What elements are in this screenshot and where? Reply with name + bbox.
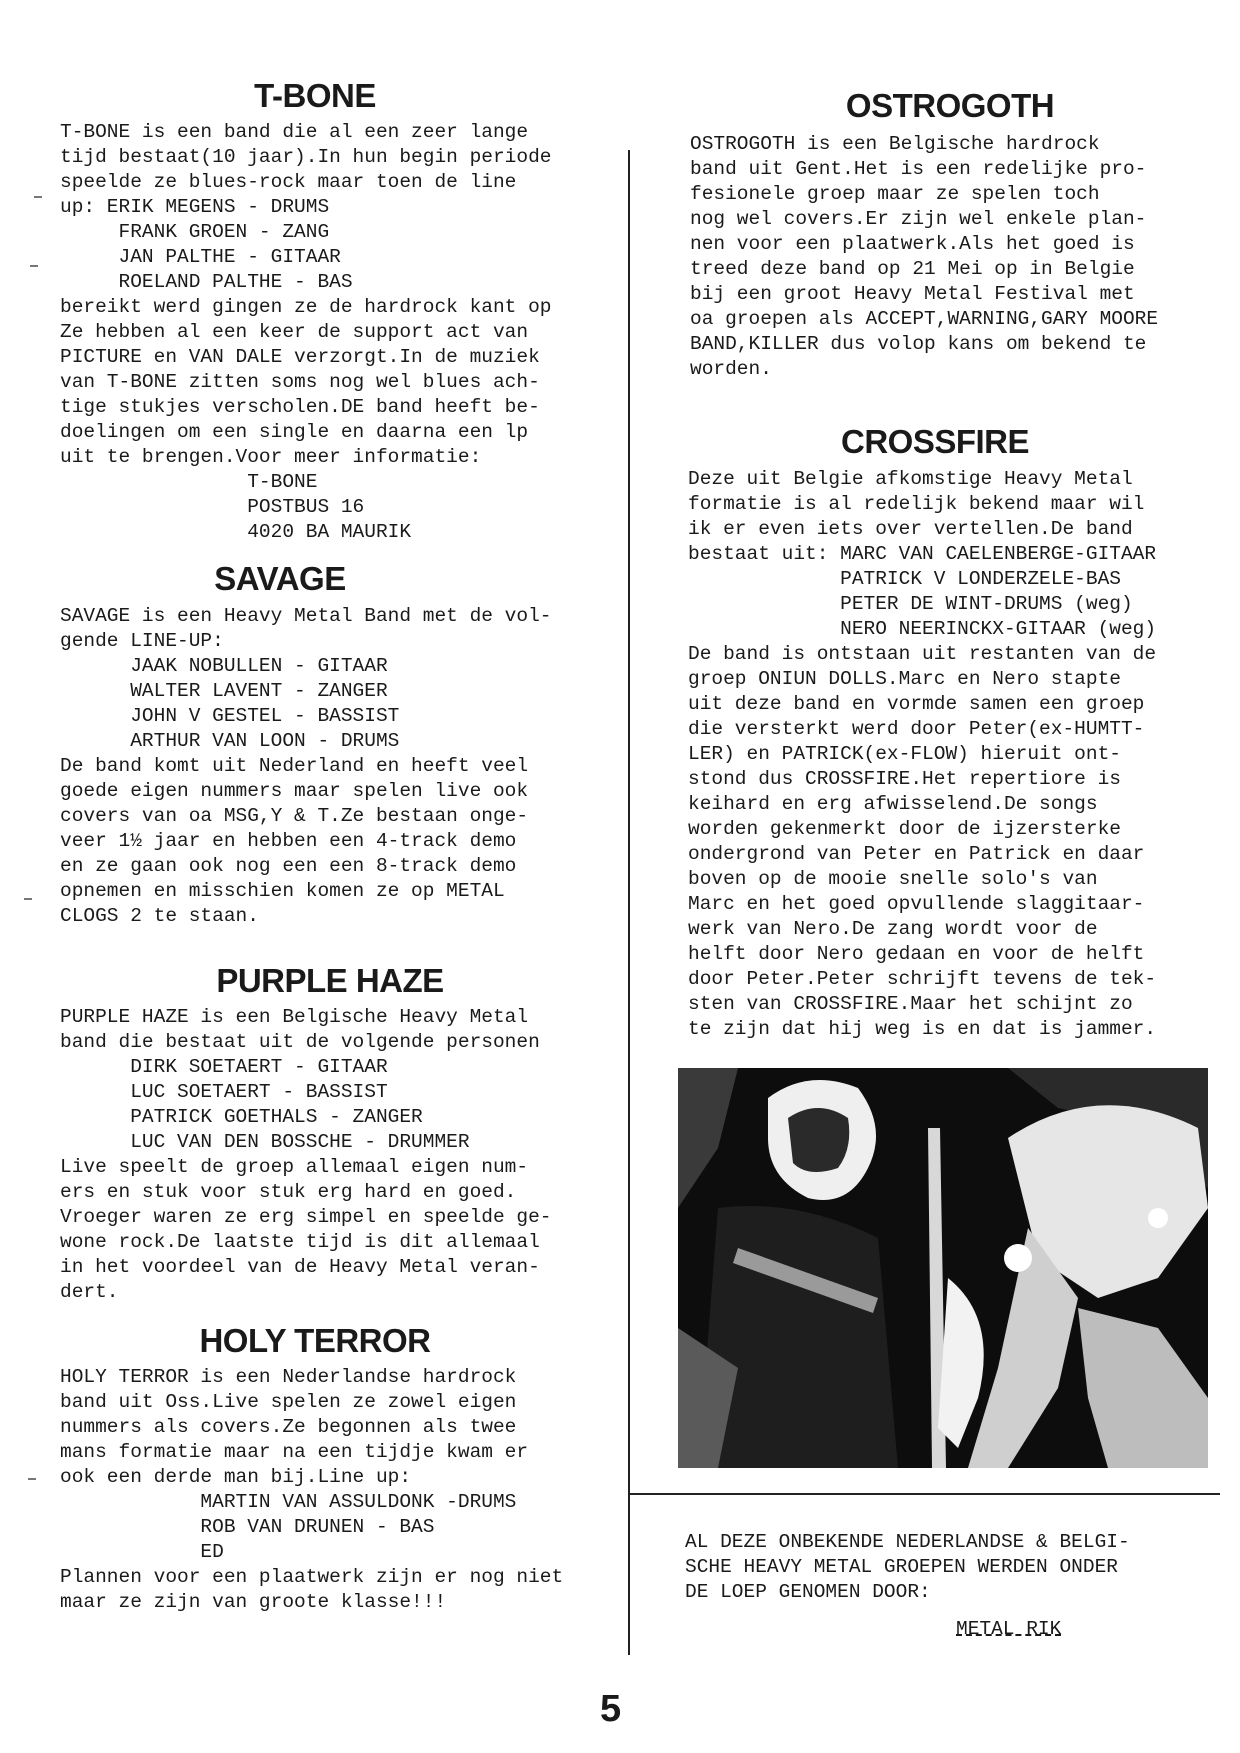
tbone-heading: T-BONE <box>254 77 376 114</box>
closing-text: AL DEZE ONBEKENDE NEDERLANDSE & BELGI- SCHE HEAVY METAL GROEPEN WERDEN ONDER DE LOEP GENOMEN DOOR: <box>685 1531 1130 1603</box>
crossfire-text: Deze uit Belgie afkomstige Heavy Metal formatie is al redelijk bekend maar wil ik er even iets over vertellen.De band bestaat uit: MARC VAN CAELENBERGE-GITAAR PATRICK V LONDERZELE-BAS PETER DE WINT-DRUMS (weg) NERO NEERINCKX-GITAAR (weg) De band is ontstaan uit restanten van de groep ONIUN DOLLS.Marc en Nero stapte uit deze band en vormde samen een groep die versterkt werd door Peter(ex-HUMTT- LER) en PATRICK(ex-FLOW) hieruit ont- stond dus CROSSFIRE.Het repertiore is keihard en erg afwisselend.De songs worden gekenmerkt door de ijzersterke ondergrond van Peter en Patrick en daar boven op de mooie snelle solo's van Marc en het goed opvullende slaggitaar- werk van Nero.De zang wordt voor de helft door Nero gedaan en voor de helft door Peter.Peter schrijft tevens de tek- sten van CROSSFIRE.Maar het schijnt zo te zijn dat hij weg is en dat is jammer. <box>688 467 1157 1040</box>
closing-note <box>685 1530 1205 1605</box>
crossfire-heading: CROSSFIRE <box>840 423 1030 461</box>
tbone-text: T-BONE is een band die al een zeer lange tijd bestaat(10 jaar).In hun begin periode speelde ze blues-rock maar toen de line up: ERIK MEGENS - DRUMS FRANK GROEN - ZANG JAN PALTHE - GITAAR ROELAND PALTHE - BAS bereikt werd gingen ze de hardrock kant op Ze hebben al een keer de support act van PICTURE en VAN DALE verzorgt.In de muziek van T-BONE zitten soms nog wel blues ach- tige stukjes verscholen.DE band heeft be- doelingen om een single en daarna een lp uit te brengen.Voor meer informatie: T-BONE POSTBUS 16 4020 BA MAURIK <box>60 121 552 544</box>
purple-haze-section <box>60 963 630 1305</box>
margin-speck <box>24 898 32 900</box>
purple-haze-text: PURPLE HAZE is een Belgische Heavy Metal band die bestaat uit de volgende personen DIRK SOETAERT - GITAAR LUC SOETAERT - BASSIST PATRICK GOETHALS - ZANGER LUC VAN DEN BOSSCHE - DRUMMER Live speelt de groep allemaal eigen num- ers en stuk voor stuk erg hard en goed. Vroeger waren ze erg simpel en speelde ge- wone rock.De laatste tijd is dit allemaal in het voordeel van de Heavy Metal veran- dert. <box>60 1005 552 1303</box>
margin-speck <box>34 196 42 198</box>
ostrogoth-text: OSTROGOTH is een Belgische hardrock band uit Gent.Het is een redelijke pro- fesionele groep maar ze spelen toch nog wel covers.Er zijn wel enkele plan- nen voor een plaatwerk.Als het goed is treed deze band op 21 Mei op in Belgie bij een groot Heavy Metal Festival met oa groepen als ACCEPT,WARNING,GARY MOORE BAND,KILLER dus volop kans om bekend te worden. <box>690 133 1159 381</box>
savage-section <box>60 561 630 928</box>
signature: METAL RIK <box>956 1618 1062 1640</box>
crossfire-section <box>690 424 1230 1041</box>
margin-speck <box>30 265 38 267</box>
holy-terror-heading: HOLY TERROR <box>199 1321 431 1359</box>
column-divider <box>628 150 630 1655</box>
savage-text: SAVAGE is een Heavy Metal Band met de vol- gende LINE-UP: JAAK NOBULLEN - GITAAR WALTER LAVENT - ZANGER JOHN V GESTEL - BASSIST ARTHUR VAN LOON - DRUMS De band komt uit Nederland en heeft veel goede eigen nummers maar spelen live ook covers van oa MSG,Y & T.Ze bestaan onge- veer 1½ jaar en hebben een 4-track demo en ze gaan ook nog een een 8-track demo opnemen en misschien komen ze op METAL CLOGS 2 te staan. <box>60 604 552 927</box>
holy-terror-text: HOLY TERROR is een Nederlandse hardrock band uit Oss.Live spelen ze zowel eigen nummers als covers.Ze begonnen als twee mans formatie maar na een tijdje kwam er ook een derde man bij.Line up: MARTIN VAN ASSULDONK -DRUMS ROB VAN DRUNEN - BAS ED Plannen voor een plaatwerk zijn er nog niet maar ze zijn van groote klasse!!! <box>60 1366 564 1614</box>
right-column <box>690 88 1230 1042</box>
ostrogoth-section <box>690 88 1230 382</box>
left-column <box>60 78 630 1615</box>
savage-heading: SAVAGE <box>214 560 346 598</box>
holy-terror-section <box>60 1323 630 1615</box>
concert-photo-graphic <box>678 1068 1208 1468</box>
tbone-section <box>60 78 630 545</box>
page-number: 5 <box>600 1688 622 1730</box>
purple-haze-heading: PURPLE HAZE <box>216 961 444 999</box>
margin-speck <box>28 1478 36 1480</box>
closing-divider <box>628 1493 1220 1495</box>
ostrogoth-heading: OSTROGOTH <box>845 87 1055 124</box>
concert-photo <box>678 1068 1208 1468</box>
